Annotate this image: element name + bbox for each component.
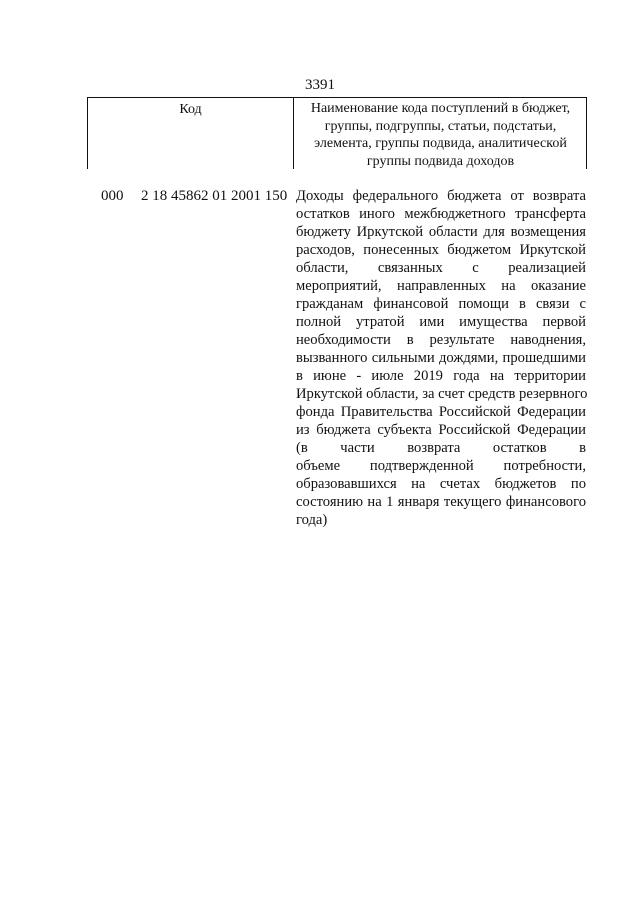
header-name-line: группы подвида доходов [366, 153, 515, 169]
description-line: области, связанных с реализацией [296, 260, 586, 276]
description-line: необходимости в результате наводнения, [296, 332, 586, 348]
description-line: бюджету Иркутской области для возмещения [296, 224, 586, 240]
description-line: вызванного сильными дождями, прошедшими [296, 350, 586, 366]
description-line: гражданам финансовой помощи в связи с [296, 296, 586, 312]
description-line: остатков иного межбюджетного трансферта [296, 206, 586, 222]
description-line: расходов, понесенных бюджетом Иркутской [296, 242, 586, 258]
description-line: объеме подтвержденной потребности, [296, 458, 586, 474]
description-line: Иркутской области, за счет средств резервного [296, 386, 588, 402]
header-code-column: Код [179, 102, 202, 117]
table-header [87, 97, 587, 169]
description-line: Доходы федерального бюджета от возврата [296, 188, 586, 204]
admin-code: 000 [101, 188, 124, 204]
page-number: 3391 [305, 77, 335, 93]
description-line: из бюджета субъекта Российской Федерации [296, 422, 586, 438]
description-line: фонда Правительства Российской Федерации [296, 404, 586, 420]
income-description [296, 187, 586, 529]
header-name-line: элемента, группы подвида, аналитической [314, 136, 567, 151]
description-line: полной утратой ими имущества первой [296, 314, 586, 330]
description-line: года) [296, 512, 328, 528]
description-line: мероприятий, направленных на оказание [296, 278, 586, 294]
description-line: образовавшихся на счетах бюджетов по [296, 476, 586, 492]
header-name-column [294, 100, 587, 170]
description-line: (в части возврата остатков в [296, 440, 586, 456]
description-line: состоянию на 1 января текущего финансового [296, 494, 586, 510]
header-name-line: Наименование кода поступлений в бюджет, [310, 101, 571, 116]
header-name-line: группы, подгруппы, статьи, подстатьи, [324, 118, 557, 134]
income-code: 2 18 45862 01 2001 150 [141, 188, 288, 204]
description-line: в июне - июле 2019 года на территории [296, 368, 586, 384]
